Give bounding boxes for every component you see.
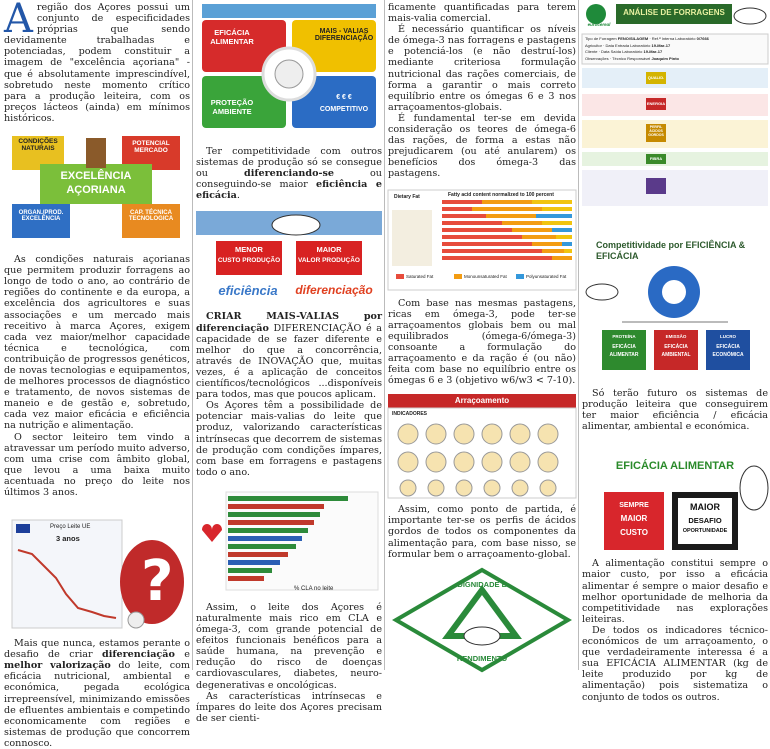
- puzzle-label-market: POTENCIAL MERCADO: [132, 140, 170, 155]
- omega-paragraph: É necessário quantificar os níveis de ómega-3 nas forragens e pastagens e potenciá-los (e não destruí-los) mediante criteriosa formulação nutricional das rações comerciais, de forma a garantir o mais correto equilíbrio entre os ómegas 6 e 3 nos arraçoamentos-globais.: [388, 24, 576, 113]
- box-eco-t1: LUCRO: [720, 334, 736, 339]
- characteristics-paragraph: As características intrínsecas e ímpares do leite dos Açores precisam de ser cienti-: [196, 690, 382, 724]
- eurocereal-logo: [586, 4, 606, 24]
- omega6-paragraph: É fundamental ter-se em devida consideração os teores de ómega-6 das rações, de forma a estas não prejudicarem (ou até anularem) os benefícios dos ómega-3 das pastagens.: [388, 112, 576, 180]
- conditions-paragraph: As condições naturais açorianas que permitem produzir forragens ao longo de todo o ano, ao contrário de regiões do continente e da europa, a excelência dos agricultores e suas associações e um mercado mais receitivo à marca Açores, exigem cada vez maior/melhor capacidade técnica e tecnológica, com contribuição de progressos genéticos, de novas tecnologias e equipamentos, de melhores processos de diagnóstico e tratamento, de novos sistemas de maneio e de gestão e, sobretudo, cada vez maior eficácia e eficiência na nutrição e alimentação.: [4, 254, 190, 432]
- fatty-acid-profile-paragraph: Assim, como ponto de partida, é importante ter-se os perfis de ácidos gordos de todos os componentes da alimentação para, com base nisso, se formular bem o arraçoamento-global.: [388, 504, 576, 560]
- bar: [228, 560, 280, 565]
- cow-icon: [734, 8, 766, 24]
- question-mark-icon: ?: [141, 549, 174, 615]
- lower-label-1: MENOR: [235, 245, 263, 255]
- box-feed-t2: EFICÁCIA: [612, 344, 636, 350]
- legend-saturated: Saturated Fat: [406, 273, 434, 279]
- person-figure: [86, 138, 106, 168]
- challenge-t1: MAIOR: [690, 502, 720, 513]
- fatty-acid-chart-image: [388, 190, 576, 290]
- fatty-acid-band: [582, 120, 768, 148]
- feeding-cost-paragraph: A alimentação constitui sempre o maior custo, por isso a eficácia alimentar é sempre o maior desafio e melhor oportunidade de melhoria da competitividade nas explorações leiteiras.: [582, 558, 768, 625]
- person-head: [128, 612, 144, 628]
- wheel-label-value: MAIS - VALIAS DIFERENCIAÇÃO: [314, 28, 374, 42]
- eu-flag: [16, 524, 30, 533]
- cow-figure: [272, 215, 320, 235]
- legend-swatch: [454, 274, 462, 279]
- higher-label-2: VALOR PRODUÇÃO: [298, 257, 360, 265]
- cow-icon: [464, 627, 500, 645]
- lower-label-2: CUSTO PRODUÇÃO: [217, 257, 281, 265]
- protein-band: [582, 170, 768, 206]
- report-row-1: Tipo de Forragem FENO/SILAGEM · Ref.ª Interna Laboratório 0/7666 Agricultor · Data Entrada Laboratório 19-Mar-17 Cliente · Data Saída Laboratório 19-Mar-17 Observações · Técnico Responsável Joaquim Pinto: [585, 36, 709, 61]
- intro-paragraph: Aregião dos Açores possui um conjunto de especificidades próprias que sendo devidamente trabalhadas e potenciadas, podem constituir a imagem de "excelência açoriana" - que é absolutamente imprescindível, sobretudo neste momento crítico para a produção leiteira, com os preços lácteos (ainda) em mínimos históricos.: [4, 0, 190, 124]
- box-eco-t2: EFICÁCIA: [716, 344, 740, 350]
- indicators-paragraph: De todos os indicadores técnico-económicos de um arraçoamento, o que verdadeiramente interessa é a sua EFICÁCIA ALIMENTAR (kg de leite produzido por kg de alimentação) pois sistematiza o conjunto de todos os outros.: [582, 624, 768, 703]
- wheel-label-environment: PROTEÇÃO AMBIENTE: [210, 98, 254, 116]
- bar: [228, 512, 320, 517]
- puzzle-label-technical: CAP. TÉCNICA TECNOLOGICA: [128, 210, 174, 223]
- cost-t2: MAIOR: [620, 514, 648, 524]
- box-eco-t3: ECONÓMICA: [712, 352, 744, 358]
- quality-band: [582, 68, 768, 88]
- cla-bars-graphic: [196, 486, 382, 596]
- puzzle-label-organization: ORGAN./PROD. EXCELÊNCIA: [18, 210, 64, 223]
- puzzle-label-azorean: AÇORIANA: [66, 184, 126, 197]
- box-env-t3: AMBIENTAL: [661, 352, 691, 358]
- column-2: [196, 0, 382, 724]
- box-feed-t1: PROTEÍNA: [612, 334, 636, 339]
- stacked-bars: [442, 200, 572, 260]
- wheel-label-competitive: COMPETITIVO: [319, 106, 369, 113]
- challenge-t2: DESAFIO: [688, 516, 722, 526]
- bar: [228, 536, 302, 541]
- legend-swatch: [516, 274, 524, 279]
- cla-omega-paragraph: Assim, o leite dos Açores é naturalmente mais rico em CLA e ómega-3, com grande potencial de efeitos funcionais benéficos para a saúde humana, na prevenção e redução do risco de doenças cardiovasculares, diabetes, neuro-degenerativas e oncológicas.: [196, 601, 382, 691]
- higher-label-1: MAIOR: [316, 245, 342, 255]
- column-4: [582, 0, 768, 703]
- group-fatty: PERFIL ÁCIDOS GORDOS: [648, 125, 664, 137]
- heart-icon: [202, 524, 222, 542]
- chart-subtitle: 3 anos: [56, 534, 80, 544]
- bar: [228, 504, 324, 509]
- future-paragraph: Só terão futuro os sistemas de produção leiteira que conseguirem ter maior eficiência / eficácia alimentar, ambiental e económica.: [582, 388, 768, 433]
- gauge-title: Arraçoamento: [454, 396, 510, 406]
- bar: [228, 528, 308, 533]
- gauges-graphic: [388, 394, 576, 498]
- forage-report-image: [582, 2, 768, 234]
- farm-banner: [202, 4, 376, 18]
- competitiveness-paragraph: Ter competitividade com outros sistemas de produção só se consegue ou diferenciando-se ou conseguindo-se maior eficiência e eficácia.: [196, 146, 382, 202]
- wheel-center: [662, 280, 686, 304]
- wheel-label-euro: € € €: [336, 94, 352, 101]
- cow-icon: [740, 466, 768, 510]
- bar: [228, 520, 314, 525]
- bar: [228, 552, 288, 557]
- crisis-paragraph: O sector leiteiro tem vindo a atravessar um período muito adverso, com uma crise com âmbito global, que levou a uma baixa muito acentuada no preço do leite nos últimos 3 anos.: [4, 431, 190, 498]
- column-1: [4, 0, 190, 749]
- puzzle-label-natural: CONDIÇÕES NATURAIS: [18, 138, 58, 153]
- group-energy: ENERGIA: [646, 101, 666, 106]
- added-value-paragraph: CRIAR MAIS-VALIAS por diferenciação DIFERENCIAÇÃO é a capacidade de se fazer diferente e melhor do que a concorrência, através de INOVAÇÃO que, muitas vezes, é a aplicação de conceitos científicos/tecnológicos ...disponíveis para todos, mas que poucos aplicam.: [196, 311, 382, 401]
- cla-bar-chart-image: [196, 486, 382, 596]
- quantified-paragraph: ficamente quantificadas para terem mais-valia comercial.: [388, 2, 576, 25]
- cost-t1: SEMPRE: [619, 502, 649, 510]
- chart-title: Preço Leite UE: [50, 524, 91, 531]
- logo-bottom-text: RENDIMENTO: [456, 653, 508, 663]
- column-divider: [384, 0, 385, 670]
- competitiveness-heading: Competitividade por EFICIÊNCIA & EFICÁCIA: [596, 240, 746, 261]
- group-fiber: FIBRA: [649, 156, 663, 161]
- bar: [228, 496, 348, 501]
- feed-efficacy-title: EFICÁCIA ALIMENTAR: [615, 460, 735, 473]
- gauge-subtitle: INDICADORES: [392, 411, 428, 418]
- logo-top-text: DIGNIDADE E: [457, 579, 507, 589]
- efficiency-diagram-graphic: [582, 264, 768, 384]
- cow-flags-banner-image: [196, 211, 382, 307]
- fat-side-label: Dietary Fat: [394, 193, 420, 200]
- fat-chart-title: Fatty acid content normalized to 100 percent: [448, 191, 554, 198]
- pasture-balance-paragraph: Com base nas mesmas pastagens, ricas em ómega-3, pode ter-se arraçoamentos globais bem ou mal equilibrados (ómega-6/ómega-3) consoante a formulação do arraçoamento e da ração é (ou não) feita com base no equilíbrio entre os ómegas 6 e 3 (objetivo w6/w3 < 7-10).: [388, 297, 576, 387]
- efficiency-word: eficiência: [218, 283, 278, 299]
- milk-price-chart-image: [4, 516, 190, 632]
- feed-efficacy-image: [582, 440, 768, 554]
- efficiency-diagram-image: [582, 264, 768, 384]
- legend-polyunsaturated: Polyunsaturated Fat: [526, 273, 567, 279]
- column-3: [388, 0, 576, 670]
- bar: [228, 544, 296, 549]
- ration-gauges-image: [388, 394, 576, 498]
- scale-figure: [392, 210, 432, 266]
- box-env-t1: EMISSÃO: [665, 334, 687, 339]
- column-divider: [192, 0, 193, 670]
- bar-axis-label: % CLA no leite: [294, 585, 334, 592]
- cost-t3: CUSTO: [620, 528, 648, 538]
- wheel-graphic: [196, 2, 382, 138]
- bar: [228, 568, 272, 573]
- fiber-band: [582, 152, 768, 166]
- box-feed-t3: ALIMENTAR: [609, 352, 639, 358]
- legend-monounsaturated: Monounsaturated Fat: [464, 273, 507, 279]
- legend-swatch: [396, 274, 404, 279]
- differentiation-word: diferenciação: [295, 283, 373, 298]
- energy-band: [582, 94, 768, 116]
- brand-label: eurocereal: [587, 22, 611, 27]
- azores-potential-paragraph: Os Açores têm a possibilidade de potenciar mais-valias do leite que produz, valorizando características intrínsecas que decorrem de sistemas de produção com condições ímpares, com base em forragens e pastagens todo o ano.: [196, 400, 382, 478]
- challenge-paragraph: Mais que nunca, estamos perante o desafio de criar diferenciação e melhor valorização do leite, com eficácia nutricional, ambiental e económica, pegada ecológica irrepreensível, minimizando emissões de efluentes ambientais e competindo economicamente com regiões e sistemas de produção que concorrem connosco.: [4, 638, 190, 749]
- report-title: ANÁLISE DE FORRAGENS: [623, 8, 725, 17]
- wheel-label-feed: EFICÁCIA ALIMENTAR: [210, 28, 254, 46]
- cow-icon: [586, 284, 618, 300]
- puzzle-label-excellence: EXCELÊNCIA: [60, 170, 132, 183]
- bar: [228, 576, 264, 581]
- wheel-hub: [275, 60, 303, 88]
- group-chip: [646, 178, 666, 194]
- dignity-logo-image: [388, 566, 576, 674]
- column-divider: [578, 0, 579, 670]
- challenge-t3: OPORTUNIDADE: [682, 528, 728, 535]
- price-chart-graphic: [4, 516, 190, 632]
- strategy-wheel-image: [196, 2, 382, 138]
- box-env-t2: EFICÁCIA: [664, 344, 688, 350]
- excellence-puzzle-image: [4, 130, 190, 250]
- group-quality: QUALID.: [647, 75, 665, 80]
- drop-cap: A: [4, 0, 33, 42]
